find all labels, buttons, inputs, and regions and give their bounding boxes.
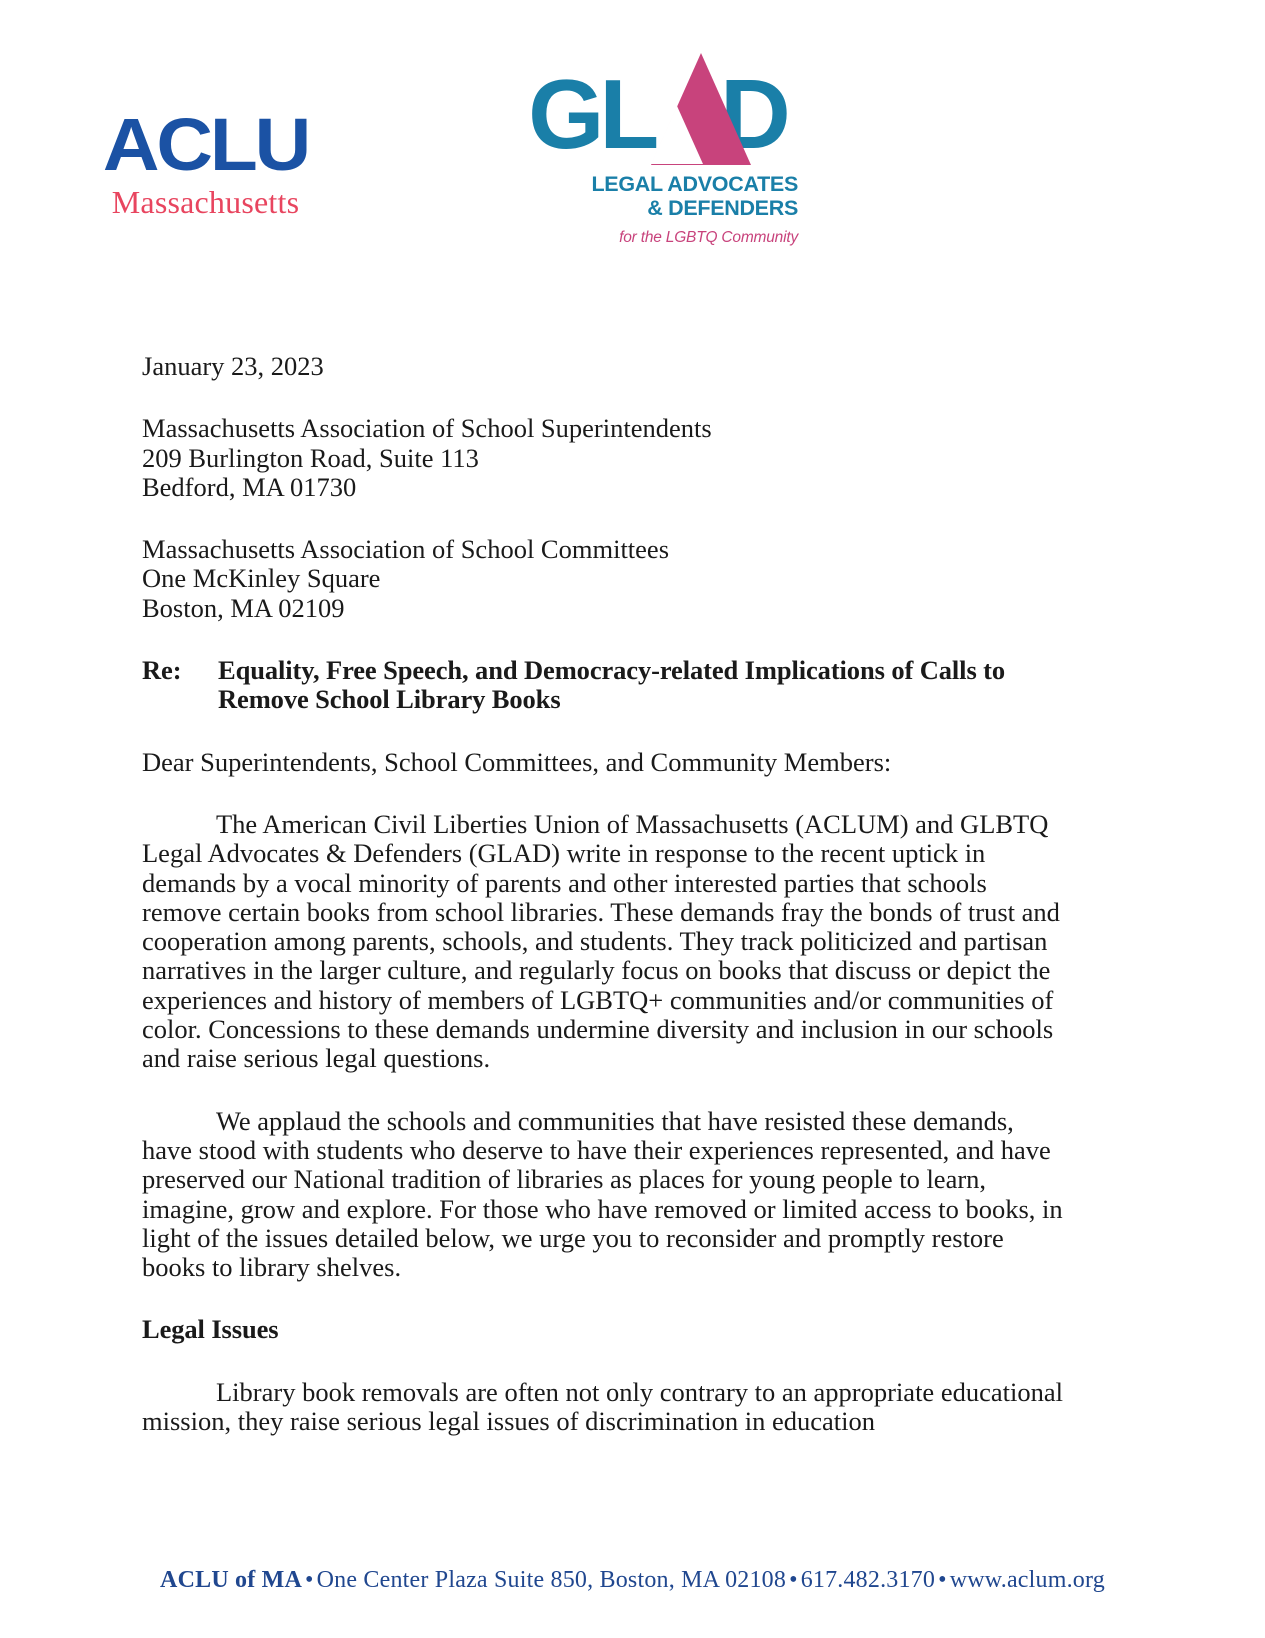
aclu-wordmark: ACLU	[102, 103, 309, 186]
spacer	[142, 381, 1067, 414]
salutation: Dear Superintendents, School Committees, and Community Members:	[142, 746, 892, 777]
spacer	[142, 777, 1067, 810]
glad-logo	[512, 59, 802, 247]
spacer	[142, 715, 1067, 748]
letter-body	[142, 352, 1067, 1436]
recipient-2-name: Massachusetts Association of School Committees	[142, 534, 670, 565]
page-footer	[0, 1567, 1265, 1594]
footer-bullet-3-icon: •	[938, 1567, 947, 1593]
recipient-2-street: One McKinley Square	[142, 563, 381, 594]
spacer	[142, 623, 1067, 656]
footer-website[interactable]: www.aclum.org	[949, 1567, 1105, 1593]
glad-wordmark	[512, 59, 802, 169]
glad-subtitle-line2: & DEFENDERS	[647, 196, 798, 221]
glad-tagline: for the LGBTQ Community	[619, 229, 798, 247]
recipient-address-1	[142, 414, 1067, 502]
glad-subtitle	[512, 172, 802, 220]
glad-subtitle-line1: LEGAL ADVOCATES	[591, 172, 798, 196]
subject-line	[142, 656, 1067, 715]
recipient-1-name: Massachusetts Association of School Superintendents	[142, 413, 712, 444]
letter-date: January 23, 2023	[142, 351, 324, 381]
glad-letters-gl: GL	[528, 59, 655, 169]
aclu-state-label: Massachusetts	[111, 184, 300, 220]
spacer	[142, 1282, 1067, 1315]
spacer	[142, 502, 1067, 535]
body-paragraph-1: The American Civil Liberties Union of Massachusetts (ACLUM) and GLBTQ Legal Advocates & Defenders (GLAD) write in response to the recent uptick in demands by a vocal minority of parents and other interested parties that schools remove certain books from school libraries. These demands fray the bonds of trust and cooperation among parents, schools, and students. They track politicized and partisan narratives in the larger culture, and regularly focus on books that discuss or depict the experiences and history of members of LGBTQ+ communities and/or communities of color. Concessions to these demands undermine diversity and inclusion in our schools and raise serious legal questions.	[142, 808, 1060, 1074]
spacer	[142, 1345, 1067, 1378]
body-paragraph-2: We applaud the schools and communities that have resisted these demands, have stood with students who deserve to have their experiences represented, and have preserved our National tradition of libraries as places for young people to learn, imagine, grow and explore. For those who have removed or limited access to books, in light of the issues detailed below, we urge you to reconsider and promptly restore books to library shelves.	[142, 1105, 1063, 1283]
letterhead	[0, 0, 1265, 300]
recipient-address-2	[142, 535, 1067, 623]
spacer	[142, 1074, 1067, 1107]
footer-bullet-2-icon: •	[789, 1567, 798, 1593]
glad-letter-d: D	[720, 59, 786, 169]
section-heading-legal-issues: Legal Issues	[142, 1314, 279, 1345]
recipient-1-street: 209 Burlington Road, Suite 113	[142, 442, 479, 473]
re-subject-text: Equality, Free Speech, and Democracy-related Implications of Calls to Remove School Library Books	[218, 655, 1006, 715]
footer-org: ACLU of MA	[160, 1567, 303, 1593]
re-label: Re:	[142, 655, 182, 686]
glad-triangle-a-notch-icon	[651, 106, 703, 164]
footer-bullet-1-icon: •	[305, 1567, 314, 1593]
footer-address: One Center Plaza Suite 850, Boston, MA 02108	[316, 1567, 787, 1593]
footer-phone: 617.482.3170	[800, 1567, 936, 1593]
recipient-2-citystatezip: Boston, MA 02109	[142, 592, 345, 623]
aclu-logo	[88, 103, 323, 220]
recipient-1-citystatezip: Bedford, MA 01730	[142, 471, 357, 502]
body-paragraph-3: Library book removals are often not only contrary to an appropriate educational mission, they raise serious legal issues of discrimination in education	[142, 1376, 1063, 1437]
